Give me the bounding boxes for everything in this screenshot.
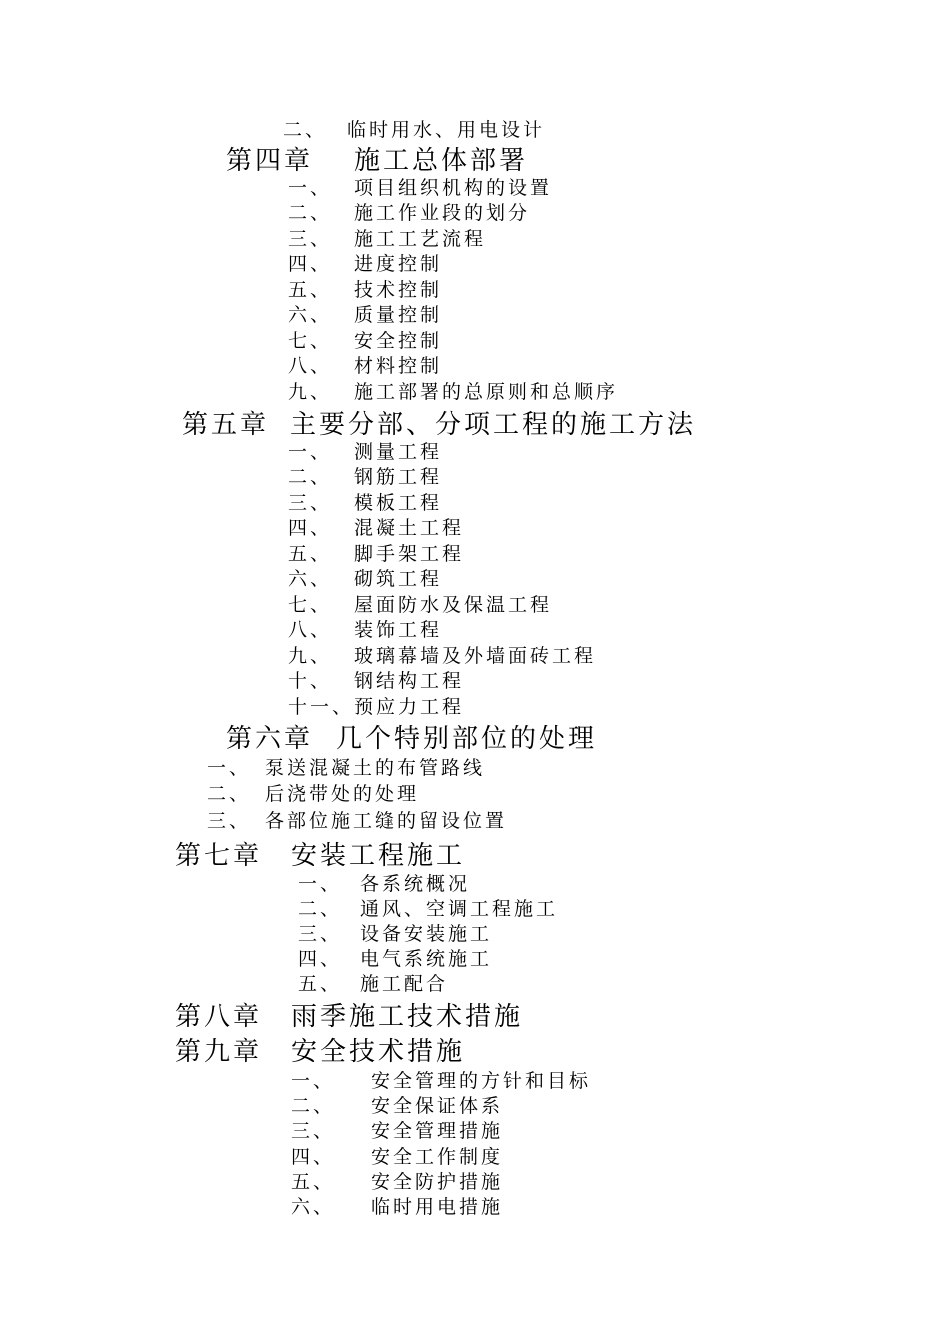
toc-item-34 <box>291 1192 503 1219</box>
toc-item-number: 六、 <box>288 568 333 590</box>
toc-item-title: 项目组织机构的设置 <box>354 177 553 199</box>
toc-item-title: 脚手架工程 <box>354 543 465 565</box>
toc-chapter-title: 雨季施工技术措施 <box>291 1002 524 1032</box>
toc-item-number: 二、 <box>298 898 343 920</box>
toc-item-19 <box>288 666 464 693</box>
toc-item-31 <box>291 1116 503 1143</box>
toc-item-number: 六、 <box>291 1196 336 1218</box>
toc-item-4 <box>288 249 442 276</box>
toc-item-title: 装饰工程 <box>354 619 443 641</box>
toc-chapter-title: 几个特别部位的处理 <box>336 724 598 754</box>
toc-item-title: 安全工作制度 <box>371 1146 504 1168</box>
toc-item-title: 通风、空调工程施工 <box>360 898 559 920</box>
toc-item-number: 一、 <box>288 177 333 199</box>
toc-item-15 <box>288 564 442 591</box>
toc-item-title: 技术控制 <box>354 279 443 301</box>
toc-item-number: 四、 <box>288 253 333 275</box>
toc-chapter-title: 施工总体部署 <box>354 146 529 176</box>
toc-item-7 <box>288 326 442 353</box>
toc-item-number: 二、 <box>291 1095 336 1117</box>
toc-item-10 <box>288 437 442 464</box>
toc-item-title: 屋面防水及保温工程 <box>354 594 553 616</box>
toc-chapter-4 <box>226 140 528 177</box>
toc-item-30 <box>291 1091 503 1118</box>
toc-item-number: 七、 <box>288 330 333 352</box>
toc-item-title: 泵送混凝土的布管路线 <box>265 757 486 779</box>
toc-item-16 <box>288 590 552 617</box>
toc-item-number: 二、 <box>283 119 328 141</box>
toc-item-18 <box>288 641 596 668</box>
toc-item-11 <box>288 462 442 489</box>
toc-item-title: 质量控制 <box>354 304 443 326</box>
toc-item-23 <box>207 806 507 833</box>
toc-item-number: 九、 <box>288 645 333 667</box>
toc-item-number: 三、 <box>291 1120 336 1142</box>
toc-item-title: 临时用水、用电设计 <box>347 119 546 141</box>
toc-item-12 <box>288 488 442 515</box>
toc-item-title: 玻璃幕墙及外墙面砖工程 <box>354 645 597 667</box>
toc-chapter-8 <box>175 996 523 1033</box>
toc-chapter-number: 第五章 <box>182 410 270 440</box>
toc-item-number: 二、 <box>207 783 252 805</box>
toc-item-title: 施工工艺流程 <box>354 228 487 250</box>
toc-item-number: 一、 <box>291 1070 336 1092</box>
toc-item-33 <box>291 1167 503 1194</box>
toc-item-title: 测量工程 <box>354 441 443 463</box>
toc-item-0 <box>283 115 545 142</box>
toc-item-title: 设备安装施工 <box>360 923 493 945</box>
toc-chapter-9 <box>175 1031 465 1068</box>
toc-chapter-number: 第八章 <box>175 1002 263 1032</box>
toc-chapter-title: 安全技术措施 <box>291 1037 466 1067</box>
toc-item-title: 施工作业段的划分 <box>354 202 531 224</box>
toc-chapter-number: 第九章 <box>175 1037 263 1067</box>
toc-item-9 <box>288 377 618 404</box>
toc-item-22 <box>207 779 419 806</box>
toc-item-number: 二、 <box>288 466 333 488</box>
toc-item-number: 五、 <box>288 543 333 565</box>
toc-item-20 <box>288 692 464 719</box>
toc-item-title: 预应力工程 <box>354 696 465 718</box>
toc-item-21 <box>207 753 485 780</box>
toc-item-number: 二、 <box>288 202 333 224</box>
toc-item-number: 三、 <box>207 810 252 832</box>
toc-item-8 <box>288 351 442 378</box>
toc-item-2 <box>288 198 530 225</box>
toc-item-14 <box>288 539 464 566</box>
toc-item-number: 四、 <box>288 517 333 539</box>
toc-item-5 <box>288 275 442 302</box>
toc-item-32 <box>291 1142 503 1169</box>
toc-item-title: 临时用电措施 <box>371 1196 504 1218</box>
toc-item-number: 五、 <box>298 973 343 995</box>
toc-item-1 <box>288 173 552 200</box>
toc-item-number: 一、 <box>298 873 343 895</box>
toc-item-title: 钢结构工程 <box>354 670 465 692</box>
toc-item-6 <box>288 300 442 327</box>
toc-item-title: 钢筋工程 <box>354 466 443 488</box>
toc-item-title: 安全防护措施 <box>371 1171 504 1193</box>
toc-chapter-5 <box>182 404 696 441</box>
toc-item-13 <box>288 513 464 540</box>
toc-item-26 <box>298 919 492 946</box>
toc-item-title: 模板工程 <box>354 492 443 514</box>
toc-item-number: 一、 <box>207 757 252 779</box>
toc-chapter-6 <box>226 718 597 755</box>
toc-chapter-number: 第四章 <box>226 146 314 176</box>
toc-item-number: 三、 <box>288 492 333 514</box>
toc-item-number: 九、 <box>288 381 333 403</box>
toc-item-number: 一、 <box>288 441 333 463</box>
toc-item-25 <box>298 894 558 921</box>
toc-item-title: 进度控制 <box>354 253 443 275</box>
toc-item-title: 安全管理措施 <box>371 1120 504 1142</box>
toc-item-title: 施工配合 <box>360 973 449 995</box>
toc-item-number: 三、 <box>288 228 333 250</box>
toc-chapter-7 <box>175 835 465 872</box>
toc-item-title: 混凝土工程 <box>354 517 465 539</box>
toc-item-title: 安全管理的方针和目标 <box>371 1070 592 1092</box>
toc-item-title: 施工部署的总原则和总顺序 <box>354 381 619 403</box>
toc-item-number: 四、 <box>291 1146 336 1168</box>
toc-item-17 <box>288 615 442 642</box>
toc-item-number: 八、 <box>288 619 333 641</box>
toc-item-title: 砌筑工程 <box>354 568 443 590</box>
toc-item-24 <box>298 869 470 896</box>
toc-item-number: 五、 <box>288 279 333 301</box>
toc-item-title: 安全控制 <box>354 330 443 352</box>
toc-item-27 <box>298 944 492 971</box>
toc-item-number: 十、 <box>288 670 333 692</box>
toc-item-number: 三、 <box>298 923 343 945</box>
toc-item-29 <box>291 1066 591 1093</box>
toc-item-title: 后浇带处的处理 <box>265 783 420 805</box>
toc-item-title: 各系统概况 <box>360 873 471 895</box>
toc-item-number: 十一、 <box>288 696 355 718</box>
toc-item-28 <box>298 969 448 996</box>
toc-item-number: 七、 <box>288 594 333 616</box>
toc-item-title: 安全保证体系 <box>371 1095 504 1117</box>
toc-item-number: 八、 <box>288 355 333 377</box>
toc-item-number: 六、 <box>288 304 333 326</box>
toc-chapter-number: 第六章 <box>226 724 314 754</box>
toc-chapter-title: 主要分部、分项工程的施工方法 <box>290 410 697 440</box>
toc-item-title: 材料控制 <box>354 355 443 377</box>
toc-item-3 <box>288 224 486 251</box>
toc-item-number: 五、 <box>291 1171 336 1193</box>
toc-item-title: 电气系统施工 <box>360 948 493 970</box>
toc-item-title: 各部位施工缝的留设位置 <box>265 810 508 832</box>
toc-chapter-title: 安装工程施工 <box>291 841 466 871</box>
toc-chapter-number: 第七章 <box>175 841 263 871</box>
toc-item-number: 四、 <box>298 948 343 970</box>
